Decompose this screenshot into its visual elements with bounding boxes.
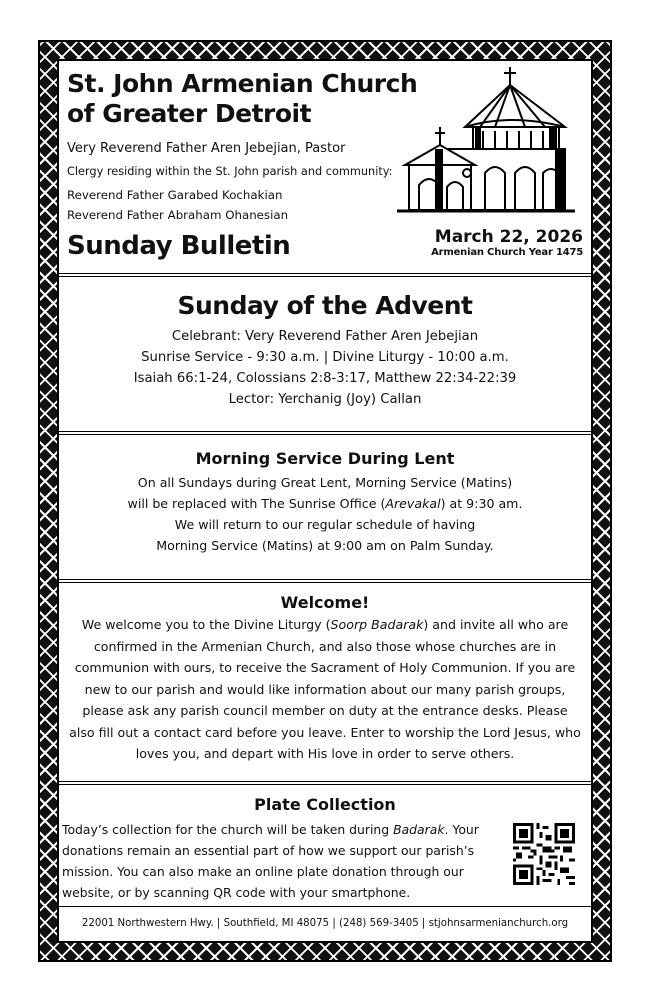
church-illustration-icon	[395, 65, 577, 215]
plate-title: Plate Collection	[254, 795, 396, 814]
pastor-name: Very Reverend Father Aren Jebejian, Pastor	[67, 141, 346, 156]
lent-line-text: will be replaced with The Sunrise Office (	[127, 496, 386, 511]
lector-line: Lector: Yerchanig (Joy) Callan	[228, 392, 422, 407]
church-name	[67, 69, 417, 129]
welcome-text	[69, 614, 581, 765]
celebrant-line: Celebrant: Very Reverend Father Aren Jebejian	[171, 329, 479, 344]
lent-line: Morning Service (Matins) at 9:00 am on Palm Sunday.	[156, 538, 494, 553]
lent-line: We will return to our regular schedule of having	[174, 517, 476, 532]
bulletin-date: March 22, 2026	[434, 227, 583, 247]
arevakal-term: Arevakal	[385, 496, 441, 511]
lent-text	[59, 472, 591, 556]
lent-title: Morning Service During Lent	[195, 449, 455, 468]
readings-line: Isaiah 66:1-24, Colossians 2:8-3:17, Matthew 22:34-22:39	[133, 371, 517, 386]
church-year: Armenian Church Year 1475	[431, 247, 583, 258]
lent-line	[59, 493, 591, 514]
plate-collection-section	[59, 781, 591, 906]
clergy-item: Reverend Father Garabed Kochakian	[67, 188, 283, 202]
advent-details	[59, 326, 591, 410]
bulletin-header	[59, 61, 591, 271]
lent-line: On all Sundays during Great Lent, Morning Service (Matins)	[137, 475, 513, 490]
welcome-section	[59, 579, 591, 781]
clergy-item: Reverend Father Abraham Ohanesian	[67, 208, 289, 222]
date-block	[431, 227, 583, 258]
bulletin-title: Sunday Bulletin	[67, 231, 291, 261]
welcome-text-part: We welcome you to the Divine Liturgy (	[81, 617, 331, 632]
welcome-text-part: ) and invite all who are confirmed in the Armenian Church, and also those whose churches are in communion with ours, to receive the Sacrament of Holy Communion. If you are new to our parish and would like information about our many parish groups, please ask any parish council member on duty at the entrance desks. Please also fill out a contact card before you leave. Enter to worship the Lord Jesus, who loves you, and depart with His love in order to serve others.	[69, 617, 581, 761]
welcome-title: Welcome!	[280, 593, 370, 612]
badarak-term: Badarak	[393, 822, 445, 837]
plate-text-part: . Your donations remain an essential part of how we support our parish’s mission. You can also make an online plate donation through our website, or by scanning QR code with your smartphone.	[62, 822, 479, 900]
qr-code-icon[interactable]	[513, 823, 575, 885]
church-name-line1: St. John Armenian Church	[67, 69, 418, 98]
plate-text-part: Today’s collection for the church will be taken during	[62, 822, 394, 837]
lent-line-text: ) at 9:30 am.	[440, 496, 523, 511]
advent-title: Sunday of the Advent	[177, 291, 473, 320]
soorp-badarak-term: Soorp Badarak	[330, 617, 424, 632]
footer-contact: 22001 Northwestern Hwy. | Southfield, MI 48075 | (248) 569-3405 | stjohnsarmenianchurch.org	[59, 906, 591, 941]
bulletin-page	[57, 59, 593, 943]
advent-section	[59, 273, 591, 431]
clergy-label: Clergy residing within the St. John parish and community:	[67, 165, 393, 178]
service-times-line: Sunrise Service - 9:30 a.m. | Divine Liturgy - 10:00 a.m.	[141, 350, 509, 365]
plate-text	[62, 819, 512, 903]
church-name-line2: of Greater Detroit	[67, 99, 312, 128]
clergy-list	[67, 185, 288, 225]
lent-section	[59, 431, 591, 579]
